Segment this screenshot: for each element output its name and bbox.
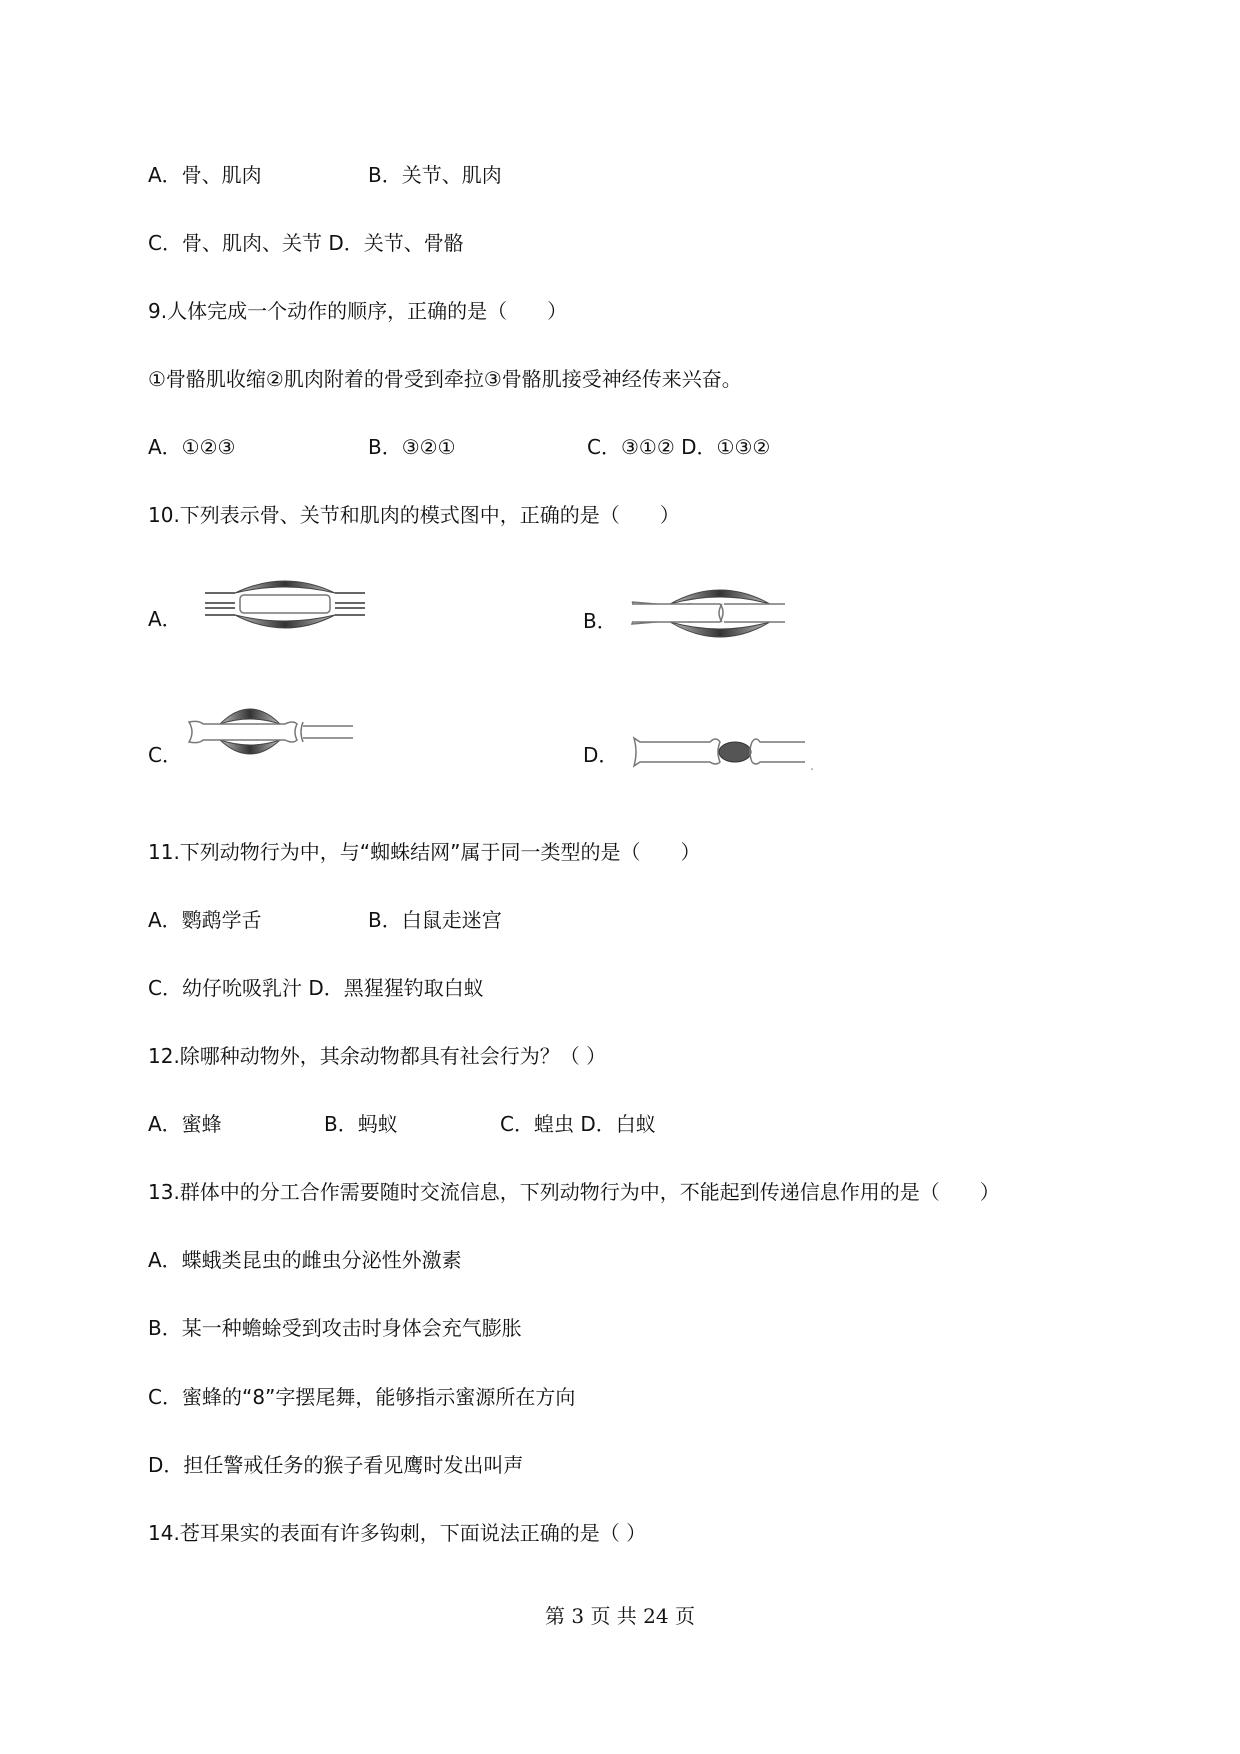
q12-option-a: A．蜜蜂 <box>148 1112 222 1136</box>
q12-option-b: B．蚂蚁 <box>324 1112 398 1136</box>
q9-option-a: A．①②③ <box>148 435 236 459</box>
q12-option-cd: C．蝗虫 D．白蚁 <box>500 1112 656 1136</box>
q8-option-cd: C．骨、肌肉、关节 D．关节、骨骼 <box>148 231 464 255</box>
q8-option-a: A．骨、肌肉 <box>148 163 262 187</box>
page-number-footer: 第 3 页 共 24 页 <box>545 1604 695 1628</box>
q13-option-a: A．蝶蛾类昆虫的雌虫分泌性外激素 <box>148 1248 462 1272</box>
q11-option-cd: C．幼仔吮吸乳汁 D．黑猩猩钓取白蚁 <box>148 976 484 1000</box>
bone-muscle-diagram-d-icon <box>630 732 815 772</box>
q9-option-b: B．③②① <box>368 435 456 459</box>
q12-stem: 12.除哪种动物外，其余动物都具有社会行为？（ ） <box>148 1044 607 1068</box>
q14-stem: 14.苍耳果实的表面有许多钩刺，下面说法正确的是（ ） <box>148 1521 647 1545</box>
q9-option-cd: C．③①② D．①③② <box>587 435 771 459</box>
q10-stem: 10.下列表示骨、关节和肌肉的模式图中，正确的是（ ） <box>148 503 680 527</box>
q13-option-d: D．担任警戒任务的猴子看见鹰时发出叫声 <box>148 1453 524 1477</box>
q11-option-a: A．鹦鹉学舌 <box>148 908 262 932</box>
q10-figure-b-label: B． <box>583 609 617 633</box>
q9-stem: 9.人体完成一个动作的顺序，正确的是（ ） <box>148 299 568 323</box>
bone-muscle-diagram-c-icon <box>185 702 355 762</box>
q9-statement: ①骨骼肌收缩②肌肉附着的骨受到牵拉③骨骼肌接受神经传来兴奋。 <box>148 367 742 391</box>
q13-option-b: B．某一种蟾蜍受到攻击时身体会充气膨胀 <box>148 1316 522 1340</box>
bone-muscle-diagram-a-icon <box>205 575 365 637</box>
q10-figure-d-label: D． <box>583 743 619 767</box>
q10-figure-c-label: C． <box>148 743 182 767</box>
bone-muscle-diagram-b-icon <box>630 580 790 650</box>
q11-stem: 11.下列动物行为中，与“蜘蛛结网”属于同一类型的是（ ） <box>148 840 701 864</box>
q8-option-b: B．关节、肌肉 <box>368 163 502 187</box>
q13-stem: 13.群体中的分工合作需要随时交流信息，下列动物行为中，不能起到传递信息作用的是（ ） <box>148 1180 1000 1204</box>
q13-option-c: C．蜜蜂的“8”字摆尾舞，能够指示蜜源所在方向 <box>148 1385 576 1409</box>
q11-option-b: B．白鼠走迷宫 <box>368 908 502 932</box>
q10-figure-a-label: A． <box>148 607 182 631</box>
